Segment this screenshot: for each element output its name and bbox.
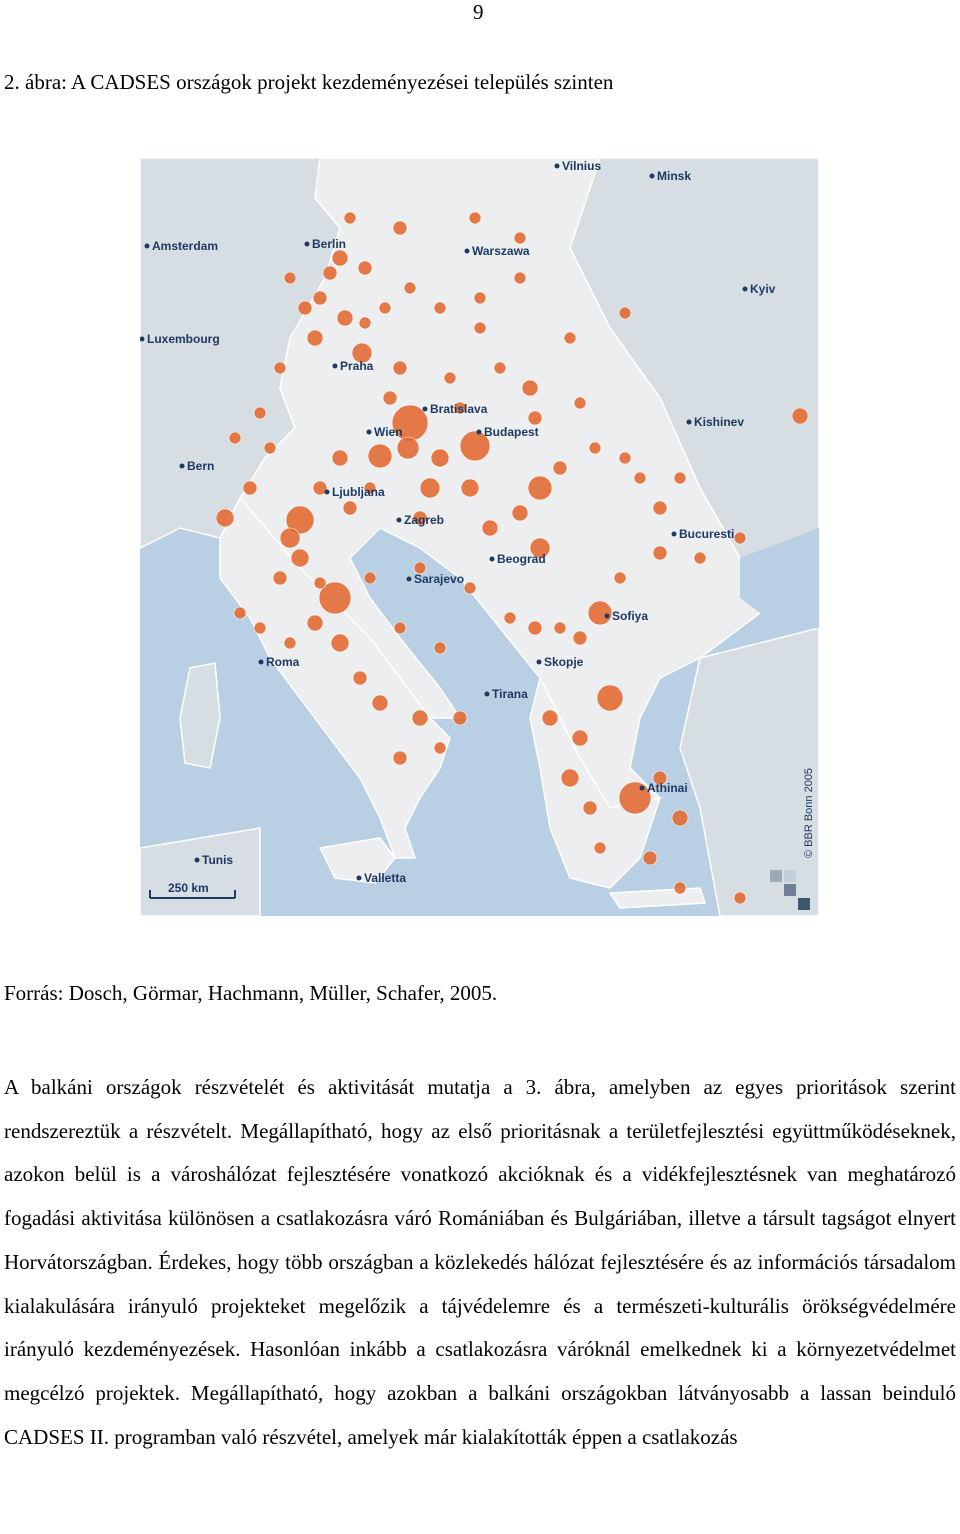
project-circle bbox=[383, 391, 397, 405]
city-marker-zagreb bbox=[397, 518, 402, 523]
project-circle bbox=[434, 302, 446, 314]
city-label-budapest: Budapest bbox=[484, 425, 539, 439]
city-label-tunis: Tunis bbox=[202, 853, 234, 867]
city-label-luxembourg: Luxembourg bbox=[147, 332, 220, 346]
project-circle bbox=[420, 478, 440, 498]
project-circle bbox=[284, 272, 296, 284]
copyright-label: © BBR Bonn 2005 bbox=[803, 767, 815, 858]
city-label-bratislava: Bratislava bbox=[430, 402, 488, 416]
cadses-map bbox=[140, 158, 819, 916]
city-label-sarajevo: Sarajevo bbox=[414, 572, 465, 586]
project-circle bbox=[464, 582, 476, 594]
project-circle bbox=[393, 751, 407, 765]
city-marker-vilnius bbox=[555, 164, 560, 169]
city-marker-praha bbox=[333, 364, 338, 369]
city-marker-bern bbox=[180, 464, 185, 469]
project-circle bbox=[461, 479, 479, 497]
city-marker-bucuresti bbox=[672, 532, 677, 537]
project-circle bbox=[482, 520, 498, 536]
city-marker-berlin bbox=[305, 242, 310, 247]
project-circle bbox=[379, 302, 391, 314]
city-label-kishinev: Kishinev bbox=[694, 415, 745, 429]
project-circle bbox=[254, 407, 266, 419]
city-marker-ljubljana bbox=[325, 490, 330, 495]
project-circle bbox=[234, 607, 246, 619]
project-circle bbox=[734, 892, 746, 904]
city-label-bucuresti: Bucuresti bbox=[679, 527, 735, 541]
project-circle bbox=[307, 615, 323, 631]
project-circle bbox=[368, 444, 392, 468]
city-marker-bratislava bbox=[423, 407, 428, 412]
project-circle bbox=[343, 501, 357, 515]
project-circle bbox=[614, 572, 626, 584]
city-marker-roma bbox=[259, 660, 264, 665]
city-label-amsterdam: Amsterdam bbox=[152, 239, 219, 253]
project-circle bbox=[574, 397, 586, 409]
project-circle bbox=[353, 671, 367, 685]
project-circle bbox=[512, 505, 528, 521]
project-circle bbox=[254, 622, 266, 634]
scale-bar-label: 250 km bbox=[168, 881, 209, 895]
source-line: Forrás: Dosch, Görmar, Hachmann, Müller, Schafer, 2005. bbox=[4, 981, 498, 1005]
city-marker-amsterdam bbox=[145, 244, 150, 249]
project-circle bbox=[273, 571, 287, 585]
project-circle bbox=[393, 361, 407, 375]
city-label-sofiya: Sofiya bbox=[612, 609, 649, 623]
city-marker-beograd bbox=[490, 557, 495, 562]
project-circle bbox=[332, 450, 348, 466]
city-marker-warszawa bbox=[465, 249, 470, 254]
project-circle bbox=[394, 622, 406, 634]
project-circle bbox=[694, 552, 706, 564]
project-circle bbox=[284, 637, 296, 649]
project-circle bbox=[431, 449, 449, 467]
city-label-kyiv: Kyiv bbox=[750, 282, 776, 296]
project-circle bbox=[332, 250, 348, 266]
project-circle bbox=[554, 622, 566, 634]
city-marker-athinai bbox=[640, 786, 645, 791]
city-label-valletta: Valletta bbox=[364, 871, 407, 885]
project-circle bbox=[542, 710, 558, 726]
page-number: 9 bbox=[473, 0, 484, 24]
project-circle bbox=[298, 301, 312, 315]
body-paragraph: A balkáni országok részvételét és aktivitását mutatja a 3. ábra, amelyben az egyes prioritások szerint rendszereztük a részvételt. Megállapítható, hogy az első prioritásnak a területfejlesztési együttműködéseknek, azokon belül is a városhálózat fejlesztésére vonatkozó akcióknak és a vidékfejlesztésnek van meghatározó fogadási aktivitása különösen a csatlakozásra váró Romániában és Bulgáriában, illetve a társult tagságot elnyert Horvátországban. Érdekes, hogy több országban a közlekedés hálózat fejlesztésére és az információs társadalom kialakulására irányuló projekteket megelőzik a tájvédelemre és a természeti-kulturális örökségvédelmére irányuló kezdeményezések. Hasonlóan inkább a csatlakozásra váróknál emelkednek ki a környezetvédelmet megcélzó projektek. Megállapítható, hogy azokban a balkáni országokban látványosabb a lassan beinduló CADSES II. programban való részvétel, amelyek már kialakították éppen a csatlakozás bbox=[4, 1075, 956, 1449]
project-circle bbox=[573, 631, 587, 645]
project-circle bbox=[344, 212, 356, 224]
project-circle bbox=[393, 221, 407, 235]
project-circle bbox=[474, 292, 486, 304]
project-circle bbox=[307, 330, 323, 346]
project-circle bbox=[619, 307, 631, 319]
project-circle bbox=[734, 532, 746, 544]
project-circle bbox=[434, 642, 446, 654]
project-circle bbox=[412, 710, 428, 726]
project-circle bbox=[561, 769, 579, 787]
city-marker-valletta bbox=[357, 876, 362, 881]
project-circle bbox=[674, 882, 686, 894]
city-label-praha: Praha bbox=[340, 359, 374, 373]
city-marker-minsk bbox=[650, 174, 655, 179]
project-circle bbox=[243, 481, 257, 495]
project-circle bbox=[672, 810, 688, 826]
project-circle bbox=[474, 322, 486, 334]
city-marker-sarajevo bbox=[407, 577, 412, 582]
project-circle bbox=[444, 372, 456, 384]
project-circle bbox=[634, 472, 646, 484]
city-label-wien: Wien bbox=[374, 425, 403, 439]
project-circle bbox=[514, 232, 526, 244]
project-circle bbox=[653, 546, 667, 560]
project-circle bbox=[653, 501, 667, 515]
project-circle bbox=[331, 634, 349, 652]
project-circle bbox=[514, 272, 526, 284]
project-circle bbox=[643, 851, 657, 865]
project-circle bbox=[216, 509, 234, 527]
city-marker-budapest bbox=[477, 430, 482, 435]
figure-caption: 2. ábra: A CADSES országok projekt kezdeményezései település szinten bbox=[4, 70, 614, 94]
project-circle bbox=[564, 332, 576, 344]
project-circle bbox=[674, 472, 686, 484]
city-label-berlin: Berlin bbox=[312, 237, 347, 251]
project-circle bbox=[619, 452, 631, 464]
project-circle bbox=[264, 442, 276, 454]
project-circle bbox=[597, 685, 623, 711]
project-circle bbox=[364, 572, 376, 584]
project-circle bbox=[528, 621, 542, 635]
project-circle bbox=[404, 282, 416, 294]
city-marker-skopje bbox=[537, 660, 542, 665]
city-marker-kyiv bbox=[743, 287, 748, 292]
project-circle bbox=[337, 310, 353, 326]
project-circle bbox=[314, 577, 326, 589]
city-marker-tunis bbox=[195, 858, 200, 863]
project-circle bbox=[274, 362, 286, 374]
city-label-vilnius: Vilnius bbox=[562, 159, 602, 173]
project-circle bbox=[528, 476, 552, 500]
city-label-athinai: Athinai bbox=[647, 781, 688, 795]
project-circle bbox=[359, 317, 371, 329]
project-circle bbox=[583, 801, 597, 815]
project-circle bbox=[397, 437, 419, 459]
body-text bbox=[4, 1066, 956, 1459]
city-label-tirana: Tirana bbox=[492, 687, 528, 701]
project-circle bbox=[469, 212, 481, 224]
project-circle bbox=[323, 266, 337, 280]
project-circle bbox=[588, 601, 612, 625]
city-marker-sofiya bbox=[605, 614, 610, 619]
project-circle bbox=[594, 842, 606, 854]
city-label-skopje: Skopje bbox=[544, 655, 584, 669]
project-circle bbox=[229, 432, 241, 444]
project-circle bbox=[528, 411, 542, 425]
city-label-minsk: Minsk bbox=[657, 169, 692, 183]
project-circle bbox=[572, 730, 588, 746]
city-label-beograd: Beograd bbox=[497, 552, 546, 566]
city-marker-kishinev bbox=[687, 420, 692, 425]
city-label-ljubljana: Ljubljana bbox=[332, 485, 385, 499]
city-label-bern: Bern bbox=[187, 459, 215, 473]
project-circle bbox=[358, 261, 372, 275]
city-label-warszawa: Warszawa bbox=[472, 244, 530, 258]
project-circle bbox=[589, 442, 601, 454]
project-circle bbox=[504, 612, 516, 624]
project-circle bbox=[522, 380, 538, 396]
project-circle bbox=[280, 528, 300, 548]
project-circle bbox=[453, 711, 467, 725]
project-circle bbox=[291, 549, 309, 567]
project-circle bbox=[434, 742, 446, 754]
project-circle bbox=[553, 461, 567, 475]
city-marker-wien bbox=[367, 430, 372, 435]
project-circle bbox=[372, 695, 388, 711]
project-circle bbox=[313, 291, 327, 305]
city-label-zagreb: Zagreb bbox=[404, 513, 445, 527]
project-circle bbox=[792, 408, 808, 424]
city-label-roma: Roma bbox=[266, 655, 300, 669]
city-marker-tirana bbox=[485, 692, 490, 697]
project-circle bbox=[494, 362, 506, 374]
